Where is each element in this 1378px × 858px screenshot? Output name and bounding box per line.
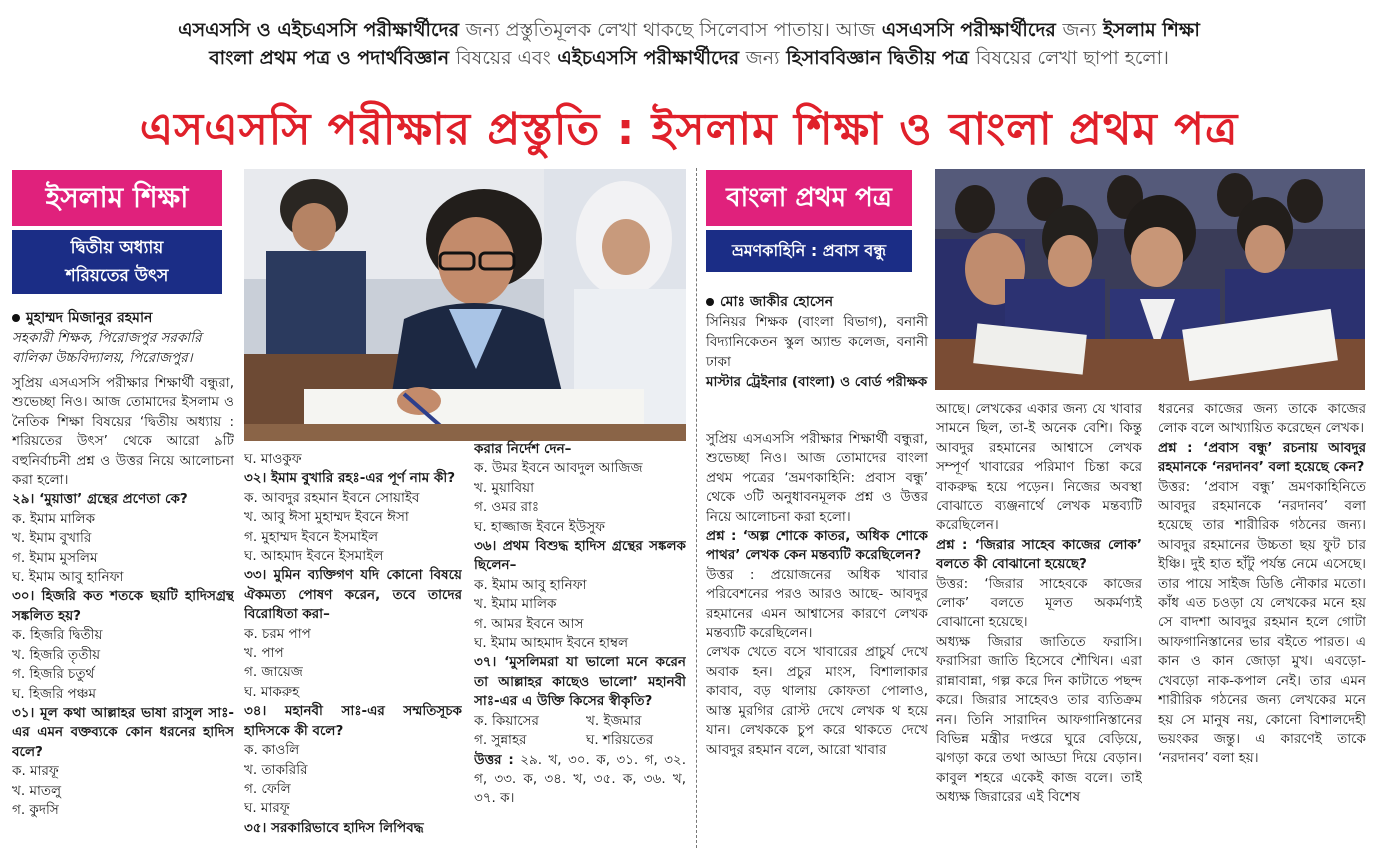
body-text: ক. উমর ইবনে আবদুল আজিজ (474, 460, 643, 477)
intro-text: এসএসসি ও এইচএসসি পরীক্ষার্থীদের (178, 19, 460, 41)
question-text: ৩১। মূল কথা আল্লাহর ভাষা রাসুল সাঃ-এর এমন বক্তব্যকে কোন ধরনের হাদিস বলে? (12, 704, 234, 760)
topic-label: ভ্রমণকাহিনি : প্রবাস বন্ধু (706, 230, 912, 272)
bangla-column-1 (706, 430, 928, 845)
bangla-column-2 (936, 400, 1142, 845)
body-text: ক. ইমাম আবু হানিফা (474, 576, 587, 593)
intro-text: ইসলাম শিক্ষা (1102, 19, 1200, 41)
intro-text: এইচএসসি পরীক্ষার্থীদের (557, 47, 740, 69)
body-text: গ. ইমাম মুসলিম (12, 549, 98, 566)
body-text: ঘ. ইমাম আবু হানিফা (12, 569, 124, 586)
body-text: গ. জায়েজ (244, 664, 303, 681)
body-text: খ. তাকরিরি (244, 761, 308, 778)
body-text: গ. ফেলি (244, 780, 291, 797)
question-text: প্রশ্ন : ‘অল্প শোকে কাতর, অধিক শোকে পাথর’ লেখক কেন মন্তব্যটি করেছিলেন? (706, 528, 928, 564)
chapter-subtitle: শরিয়তের উৎস (65, 266, 169, 286)
answer-list: ২৯. খ, ৩০. ক, ৩১. গ, ৩২. গ, ৩৩. ক, ৩৪. খ, ৩৫. ক, ৩৬. খ, ৩৭. ক। (474, 751, 686, 807)
question-text: ৩৫। সরকারিভাবে হাদিস লিপিবদ্ধ (244, 819, 424, 836)
body-text: উত্তর: ‘জিরার সাহেবকে কাজের লোক’ বলতে মূলত অকর্মণ্যই বোঝানো হয়েছে। (936, 575, 1142, 631)
author-name: মুহাম্মদ মিজানুর রহমান (26, 310, 153, 326)
q37-options-row (474, 731, 686, 750)
answer-key (474, 751, 686, 809)
body-text: গ. আমর ইবনে আস (474, 615, 584, 632)
body-text: ক. চরম পাপ (244, 625, 311, 642)
question-text: প্রশ্ন : ‘জিরার সাহেব কাজের লোক’ বলতে কী বোঝানো হয়েছে? (936, 536, 1142, 573)
body-text: ঘ. হিজরি পঞ্চম (12, 685, 96, 702)
body-text: গ. কুদসি (12, 801, 59, 818)
body-text: গ. মুহাম্মদ ইবনে ইসমাইল (244, 528, 379, 545)
author-line (12, 306, 234, 330)
body-text: খ. ইমাম মালিক (474, 596, 557, 613)
body-text: ঘ. ইমাম আহমাদ ইবনে হাম্বল (474, 635, 629, 652)
question-text: ৩৬। প্রথম বিশুদ্ধ হাদিস গ্রন্থের সঙ্কলক ছিলেন– (474, 538, 686, 574)
bullet-icon (706, 298, 714, 306)
intro-line-2 (0, 42, 1378, 74)
body-text: গ. ওমর রাঃ (474, 499, 540, 516)
question-text: করার নির্দেশ দেন– (474, 441, 572, 457)
body-text: ঘ. মারফূ (244, 800, 290, 817)
question-text: ৩৪। মহানবী সাঃ-এর সম্মতিসূচক হাদিসকে কী বলে? (244, 703, 462, 739)
subject-label-bangla: বাংলা প্রথম পত্র (706, 170, 912, 226)
author-name: মোঃ জাকীর হোসেন (720, 294, 834, 310)
section-divider (696, 168, 697, 848)
exam-hall-photo (244, 169, 686, 441)
designation-text: সিনিয়র শিক্ষক (বাংলা বিভাগ), বনানী বিদ্যানিকেতন স্কুল অ্যান্ড কলেজ, বনানী ঢাকা (706, 314, 928, 370)
question-text: ৩০। হিজরি কত শতকে ছয়টি হাদিসগ্রন্থ সঙ্কলিত হয়? (12, 588, 234, 624)
body-text: আছে। লেখকের একার জন্য যে খাবার সামনে ছিল, তা-ই অনেক বেশি। কিন্তু আবদুর রহমানের আশ্বাসে লেখক সম্পূর্ণ খাবারের পরিমাণ চিন্তা করে বাকরুদ্ধ হয়ে পড়েন। নিজের অবস্থা বোঝাতে ব্যঞ্জনার্থে লেখক মন্তব্যটি করেছিলেন। (936, 401, 1142, 534)
body-text: সুপ্রিয় এসএসসি পরীক্ষার শিক্ষার্থী বন্ধুরা, শুভেচ্ছা নিও। আজ তোমাদের বাংলা প্রথম পত্রের ‘ভ্রমণকাহিনি: প্রবাস বন্ধু’ থেকে ৩টি অনুধাবনমূলক প্রশ্ন ও উত্তর নিয়ে আলোচনা করা হলো। (706, 431, 928, 525)
designation-text: মাস্টার ট্রেইনার (বাংলা) ও বোর্ড পরীক্ষক (706, 374, 928, 390)
author-designation (706, 312, 928, 392)
body-text: ক. মারফূ (12, 763, 59, 780)
q37-option: ঘ. শরিয়তের (586, 732, 654, 749)
body-text: ধরনের কাজের জন্য তাকে কাজের লোক বলে আখ্যায়িত করেছেন লেখক। (1158, 401, 1366, 437)
chapter-label (12, 230, 222, 294)
body-text: ঘ. আহমাদ ইবনে ইসমাইল (244, 548, 384, 565)
body-text: ক. ইমাম মালিক (12, 510, 96, 527)
author-line (706, 290, 928, 314)
body-text: খ. হিজরি তৃতীয় (12, 646, 101, 663)
page-headline: এসএসসি পরীক্ষার প্রস্তুতি : ইসলাম শিক্ষা ও বাংলা প্রথম পত্র (139, 104, 1239, 155)
body-text: ক. হিজরি দ্বিতীয় (12, 627, 103, 644)
body-text: অধ্যক্ষ জিরার জাতিতে ফরাসি। ফরাসিরা জাতি হিসেবে শৌখিন। এরা রান্নাবান্না, গল্প করে দিন কাটাতে পছন্দ করে। জিরার সাহেবও তার ব্যতিক্রম নন। তিনি সারাদিন আফগানিস্তানের বিভিন্ন মন্ত্রীর দপ্তরে ঘুরে বেড়িয়ে, ঝগড়া করে তথা আড্ডা দিয়ে বেড়ান। কাবুল শহরে একেই কাজ বলে। তাই অধ্যক্ষ জিরারের এই বিশেষ (936, 633, 1142, 806)
islam-column-2 (244, 450, 462, 846)
body-text: ঘ. মাওকুফ (244, 451, 302, 467)
body-text: খ. মুয়াবিয়া (474, 479, 535, 496)
intro-text: হিসাববিজ্ঞান দ্বিতীয় পত্র (786, 47, 969, 69)
question-text: ৩৩। মুমিন ব্যক্তিগণ যদি কোনো বিষয়ে ঐকমত্য পোষণ করেন, তবে তাদের বিরোধিতা করা– (244, 567, 462, 623)
intro-text: বিষয়ের এবং (455, 47, 551, 69)
question-text: প্রশ্ন : ‘প্রবাস বন্ধু’ রচনায় আবদুর রহমানকে ‘নরদানব’ বলা হয়েছে কেন? (1158, 439, 1366, 476)
body-text: খ. পাপ (244, 645, 284, 662)
intro-text: এসএসসি পরীক্ষার্থীদের (881, 19, 1056, 41)
students-exam-illustration (935, 169, 1365, 390)
q37-option: খ. ইজমার (586, 712, 642, 729)
body-text: ঘ. মাকরুহ (244, 683, 300, 700)
islam-column-1 (12, 374, 234, 844)
q37-options-row (474, 712, 686, 731)
question-text: ২৯। ‘মুয়াত্তা’ গ্রন্থের প্রণেতা কে? (12, 491, 188, 508)
question-text: ৩২। ইমাম বুখারি রহঃ-এর পূর্ণ নাম কী? (244, 470, 456, 487)
intro-text: জন্য (1062, 19, 1097, 41)
body-text: সুপ্রিয় এসএসসি পরীক্ষার শিক্ষার্থী বন্ধুরা, শুভেচ্ছা নিও। আজ তোমাদের ইসলাম ও নৈতিক শিক্ষা বিষয়ের ‘দ্বিতীয় অধ্যায় : শরিয়তের উৎস’ থেকে আরো ৯টি বহুনির্বাচনী প্রশ্ন ও উত্তর নিয়ে আলোচনা করা হলো। (12, 375, 234, 489)
islam-column-3 (474, 440, 686, 840)
chapter-title: দ্বিতীয় অধ্যায় (70, 238, 164, 258)
question-text: ৩৭। ‘মুসলিমরা যা ভালো মনে করেন তা আল্লাহর কাছেও ভালো’ মহানবী সাঃ-এর এ উক্তি কিসের স্বীকৃতি? (474, 654, 686, 710)
intro-text: বিষয়ের লেখা ছাপা হলো। (975, 47, 1169, 69)
subject-label-islam: ইসলাম শিক্ষা (12, 170, 222, 226)
body-text: উত্তর : প্রয়োজনের অধিক খাবার পরিবেশনের পরও আরও আছে- আবদুর রহমানের এমন আশ্বাসের কারণে লেখক মন্তব্যটি করেছিলেন। (706, 566, 928, 642)
body-text: খ. মাতলু (12, 782, 62, 799)
body-text: ক. আবদুর রহমান ইবনে সোয়াইব (244, 489, 420, 506)
classroom-photo (935, 169, 1365, 390)
intro-text: জন্য (745, 47, 780, 69)
body-text: উত্তর: ‘প্রবাস বন্ধু’ ভ্রমণকাহিনিতে আবদুর রহমানকে ‘নরদানব’ বলা হয়েছে তার শারীরিক গঠনের জন্য। আবদুর রহমানের উচ্চতা ছয় ফুট চার ইঞ্চি। দুই হাত হাঁটু পর্যন্ত নেমে এসেছে। তার পায়ে সাইজ ডিঙি নৌকার মতো। কাঁধ এত চওড়া যে লেখকের মনে হয় সে বাদশা আবদুর রহমান হলে গোটা আফগানিস্তানের ভার বইতে পারত। এ কান ও কান জোড়া মুখ। এবড়ো-খেবড়ো নাক-কপাল নেই। তার এমন শারীরিক গঠনের জন্য লেখকের মনে হয় সে মানুষ নয়, কোনো বিশালদেহী ভয়ংকর জন্তু। এ কারণেই তাকে ‘নরদানব’ বলা হয়। (1158, 478, 1366, 767)
author-designation: সহকারী শিক্ষক, পিরোজপুর সরকারি বালিকা উচ্চবিদ্যালয়, পিরোজপুর। (12, 330, 202, 366)
body-text: লেখক খেতে বসে খাবারের প্রাচুর্য দেখে অবাক হন। প্রচুর মাংস, বিশালাকার কাবাব, বড় থালায় কোফতা পোলাও, আস্ত মুরগির রোস্ট দেখে লেখক থ হয়ে যান। লেখককে চুপ করে থাকতে দেখে আবদুর রহমান বলে, আরো খাবার (706, 644, 928, 758)
body-text: খ. আবু ঈসা মুহাম্মদ ইবনে ঈসা (244, 509, 409, 526)
bullet-icon (12, 314, 20, 322)
q37-option: ক. কিয়াসের (474, 712, 539, 729)
answer-label: উত্তর : (474, 751, 514, 768)
body-text: ঘ. হাজ্জাজ ইবনে ইউসুফ (474, 518, 606, 535)
student-writing-illustration (244, 169, 686, 441)
bangla-column-3 (1158, 400, 1366, 845)
body-text: খ. ইমাম বুখারি (12, 530, 92, 547)
intro-text: জন্য প্রস্তুতিমূলক লেখা থাকছে সিলেবাস পাতায়। আজ (465, 19, 876, 41)
q37-option: গ. সুন্নাহর (474, 732, 527, 749)
intro-text: বাংলা প্রথম পত্র ও পদার্থবিজ্ঞান (209, 47, 450, 69)
body-text: গ. হিজরি চতুর্থ (12, 666, 95, 683)
body-text: ক. কাওলি (244, 742, 300, 759)
